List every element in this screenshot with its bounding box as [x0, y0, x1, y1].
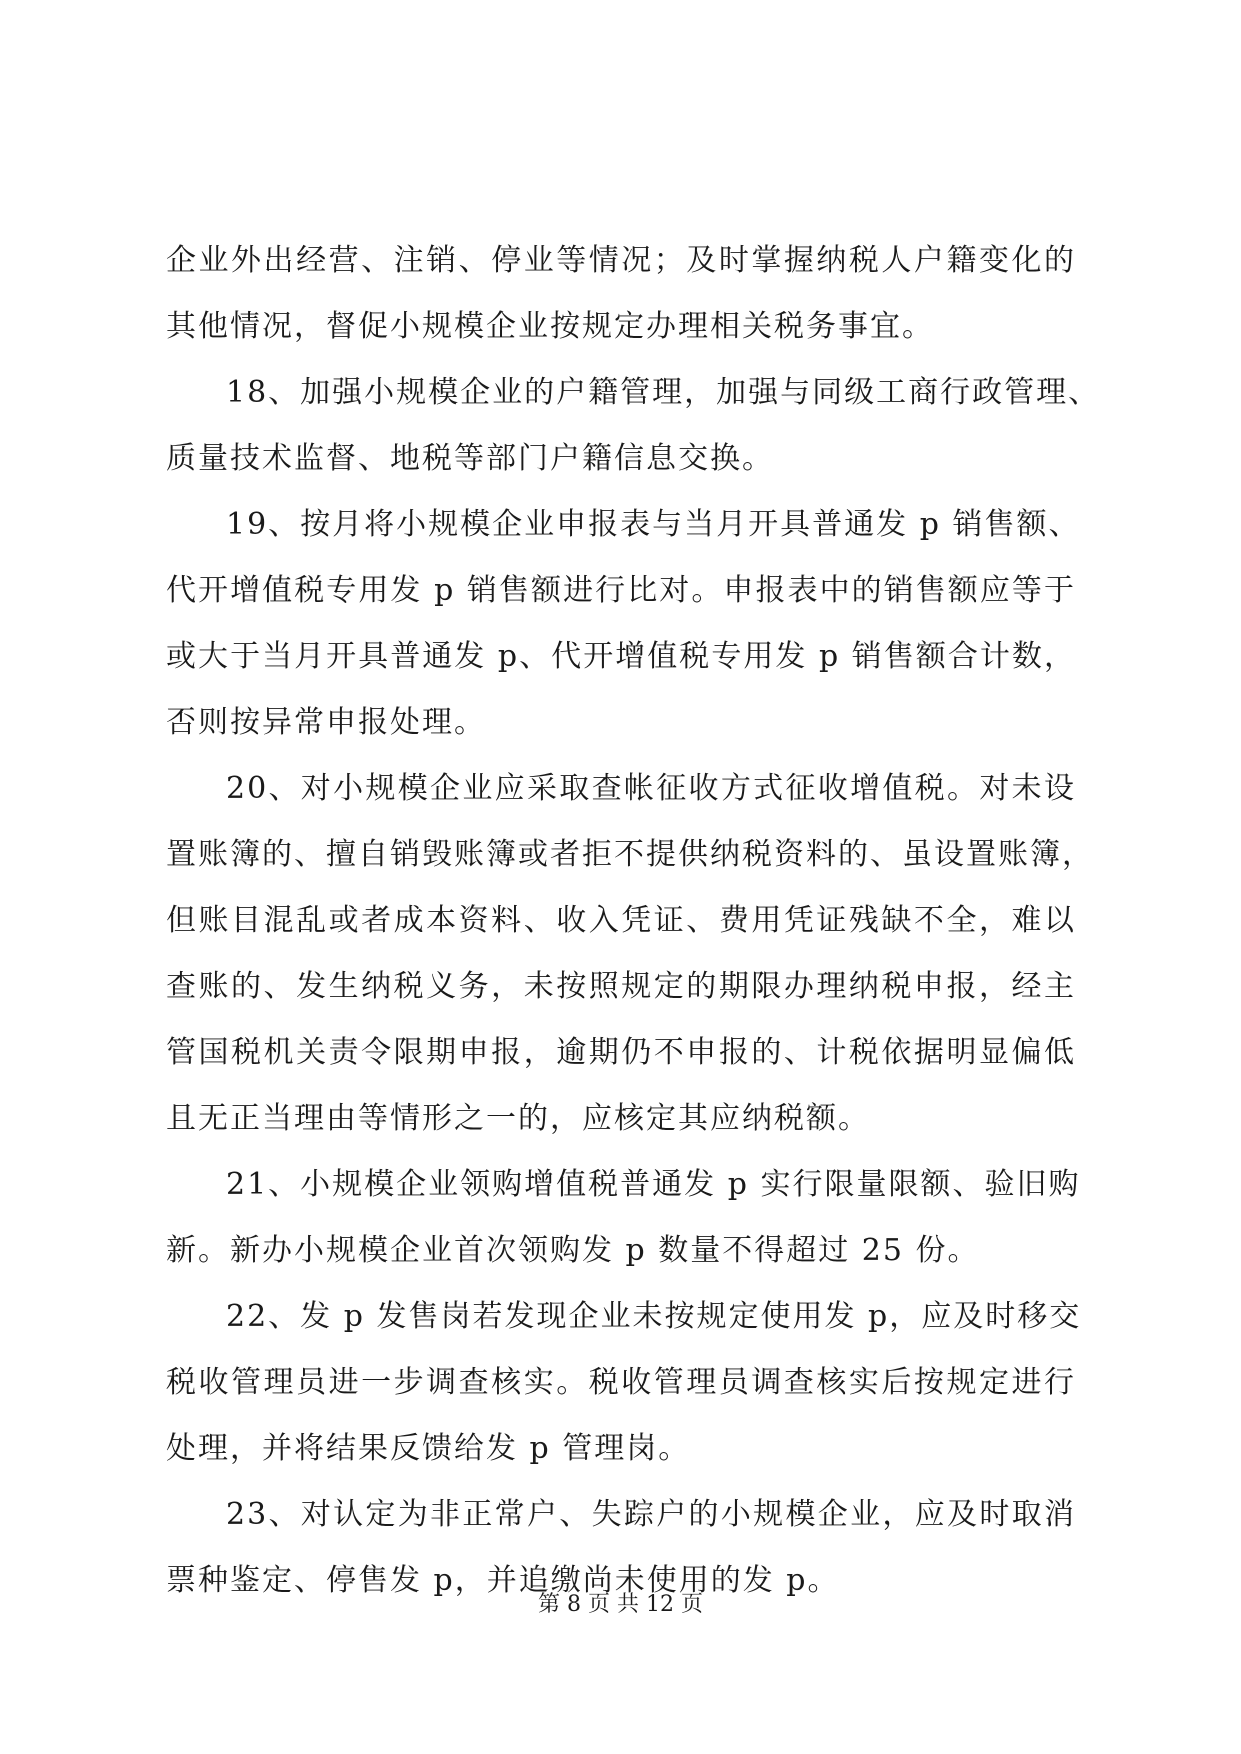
text-line: 处理，并将结果反馈给发 p 管理岗。	[166, 1431, 691, 1466]
text-line: 代开增值税专用发 p 销售额进行比对。申报表中的销售额应等于	[166, 573, 1076, 608]
page-number-footer: 第 8 页 共 12 页	[538, 1592, 703, 1617]
paragraph-22-first-line: 22、发 p 发售岗若发现企业未按规定使用发 p，应及时移交	[226, 1299, 1082, 1334]
paragraph-21-first-line: 21、小规模企业领购增值税普通发 p 实行限量限额、验旧购	[226, 1167, 1081, 1202]
text-line: 否则按异常申报处理。	[166, 705, 486, 740]
text-line: 或大于当月开具普通发 p、代开增值税专用发 p 销售额合计数，	[166, 639, 1076, 674]
text-line: 质量技术监督、地税等部门户籍信息交换。	[166, 441, 774, 476]
text-line: 税收管理员进一步调查核实。税收管理员调查核实后按规定进行	[166, 1365, 1076, 1400]
text-line: 置账簿的、擅自销毁账簿或者拒不提供纳税资料的、虽设置账簿，	[166, 837, 1094, 872]
text-line: 票种鉴定、停售发 p，并追缴尚未使用的发 p。	[166, 1563, 840, 1598]
text-line: 管国税机关责令限期申报，逾期仍不申报的、计税依据明显偏低	[166, 1035, 1076, 1070]
paragraph-19-first-line: 19、按月将小规模企业申报表与当月开具普通发 p 销售额、	[226, 507, 1081, 542]
document-body	[166, 228, 1101, 1614]
text-line: 查账的、发生纳税义务，未按照规定的期限办理纳税申报，经主	[166, 969, 1076, 1004]
text-line: 但账目混乱或者成本资料、收入凭证、费用凭证残缺不全，难以	[166, 903, 1076, 938]
text-line: 其他情况，督促小规模企业按规定办理相关税务事宜。	[166, 309, 934, 344]
text-line: 且无正当理由等情形之一的，应核定其应纳税额。	[166, 1101, 870, 1136]
text-line: 新。新办小规模企业首次领购发 p 数量不得超过 25 份。	[166, 1233, 980, 1268]
paragraph-23-first-line: 23、对认定为非正常户、失踪户的小规模企业，应及时取消	[226, 1497, 1076, 1532]
text-line: 企业外出经营、注销、停业等情况；及时掌握纳税人户籍变化的	[166, 243, 1076, 278]
paragraph-18-first-line: 18、加强小规模企业的户籍管理，加强与同级工商行政管理、	[226, 375, 1101, 410]
paragraph-20-first-line: 20、对小规模企业应采取查帐征收方式征收增值税。对未设	[226, 771, 1076, 806]
